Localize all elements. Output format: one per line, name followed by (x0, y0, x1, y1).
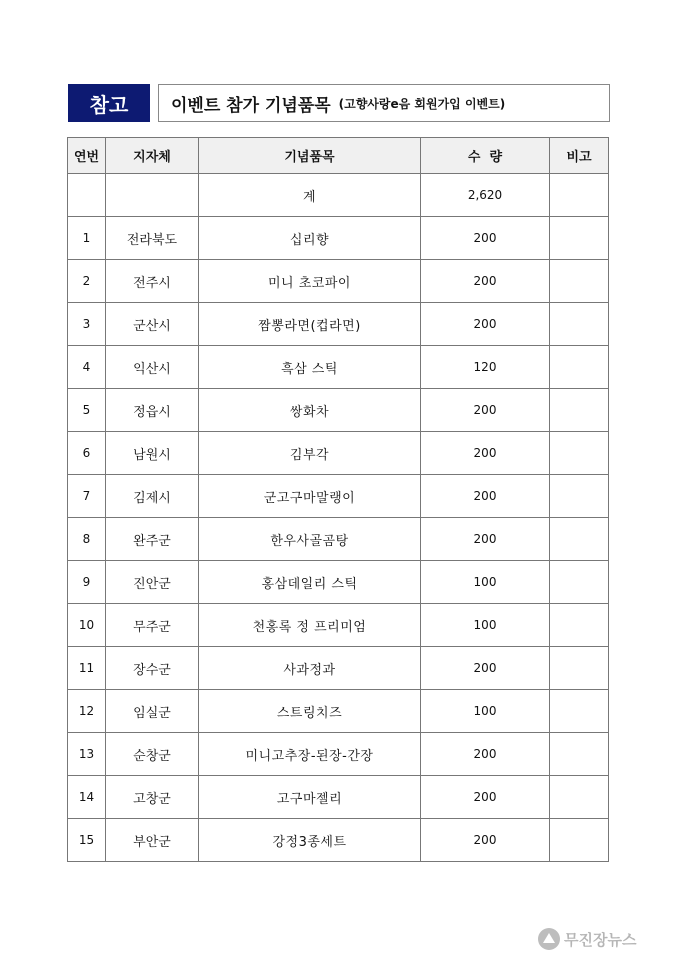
page-subtitle: (고향사랑e음 회원가입 이벤트) (338, 96, 506, 111)
row-quantity: 200 (421, 260, 550, 303)
table-row (68, 561, 609, 604)
row-number: 12 (68, 690, 106, 733)
row-quantity: 200 (421, 819, 550, 862)
col-header-note: 비고 (550, 138, 609, 174)
total-number-cell (68, 174, 106, 217)
row-note (550, 647, 609, 690)
row-item: 미니고추장-된장-간장 (199, 733, 421, 776)
row-note (550, 604, 609, 647)
row-quantity: 200 (421, 217, 550, 260)
row-number: 15 (68, 819, 106, 862)
row-quantity: 200 (421, 518, 550, 561)
row-note (550, 819, 609, 862)
row-quantity: 200 (421, 647, 550, 690)
row-item: 짬뽕라면(컵라면) (199, 303, 421, 346)
row-item: 김부각 (199, 432, 421, 475)
row-number: 1 (68, 217, 106, 260)
row-note (550, 217, 609, 260)
row-note (550, 432, 609, 475)
row-region: 익산시 (106, 346, 199, 389)
total-row (68, 174, 609, 217)
row-item: 군고구마말랭이 (199, 475, 421, 518)
souvenir-table (67, 137, 609, 862)
row-quantity: 200 (421, 303, 550, 346)
table-row (68, 303, 609, 346)
row-region: 전주시 (106, 260, 199, 303)
table-row (68, 518, 609, 561)
row-number: 6 (68, 432, 106, 475)
row-note (550, 346, 609, 389)
row-note (550, 389, 609, 432)
table-row (68, 819, 609, 862)
table-row (68, 690, 609, 733)
row-number: 7 (68, 475, 106, 518)
row-region: 순창군 (106, 733, 199, 776)
total-label: 계 (199, 174, 421, 217)
total-note-cell (550, 174, 609, 217)
row-quantity: 100 (421, 561, 550, 604)
row-item: 십리향 (199, 217, 421, 260)
row-note (550, 561, 609, 604)
total-quantity: 2,620 (421, 174, 550, 217)
col-header-number: 연번 (68, 138, 106, 174)
page-title: 이벤트 참가 기념품목 (171, 95, 331, 116)
table-row (68, 346, 609, 389)
row-quantity: 200 (421, 432, 550, 475)
table-row (68, 217, 609, 260)
table-row (68, 475, 609, 518)
watermark (538, 927, 672, 951)
document-header (68, 84, 610, 122)
table-row (68, 604, 609, 647)
row-item: 고구마젤리 (199, 776, 421, 819)
table-row (68, 647, 609, 690)
row-quantity: 200 (421, 389, 550, 432)
row-number: 4 (68, 346, 106, 389)
row-region: 부안군 (106, 819, 199, 862)
row-item: 미니 초코파이 (199, 260, 421, 303)
col-header-quantity: 수 량 (421, 138, 550, 174)
row-quantity: 100 (421, 604, 550, 647)
row-number: 5 (68, 389, 106, 432)
title-box (158, 84, 610, 122)
row-note (550, 690, 609, 733)
row-number: 10 (68, 604, 106, 647)
row-number: 8 (68, 518, 106, 561)
row-item: 강정3종세트 (199, 819, 421, 862)
row-region: 진안군 (106, 561, 199, 604)
row-region: 전라북도 (106, 217, 199, 260)
row-quantity: 200 (421, 733, 550, 776)
row-item: 홍삼데일리 스틱 (199, 561, 421, 604)
row-number: 14 (68, 776, 106, 819)
row-region: 완주군 (106, 518, 199, 561)
row-number: 3 (68, 303, 106, 346)
table-row (68, 260, 609, 303)
row-item: 스트링치즈 (199, 690, 421, 733)
row-item: 쌍화차 (199, 389, 421, 432)
row-region: 장수군 (106, 647, 199, 690)
reference-tag: 참고 (68, 84, 150, 122)
total-region-cell (106, 174, 199, 217)
row-quantity: 100 (421, 690, 550, 733)
row-note (550, 260, 609, 303)
row-region: 군산시 (106, 303, 199, 346)
row-region: 임실군 (106, 690, 199, 733)
table-header-row (68, 138, 609, 174)
table-row (68, 432, 609, 475)
row-number: 13 (68, 733, 106, 776)
row-region: 정읍시 (106, 389, 199, 432)
watermark-logo-icon (538, 928, 560, 950)
row-number: 9 (68, 561, 106, 604)
row-note (550, 733, 609, 776)
row-number: 2 (68, 260, 106, 303)
col-header-item: 기념품목 (199, 138, 421, 174)
row-region: 고창군 (106, 776, 199, 819)
row-item: 사과정과 (199, 647, 421, 690)
row-quantity: 200 (421, 776, 550, 819)
row-number: 11 (68, 647, 106, 690)
row-region: 김제시 (106, 475, 199, 518)
row-item: 흑삼 스틱 (199, 346, 421, 389)
table-row (68, 389, 609, 432)
row-note (550, 303, 609, 346)
table-row (68, 733, 609, 776)
watermark-text: 무진장뉴스 (564, 930, 637, 949)
row-note (550, 776, 609, 819)
col-header-region: 지자체 (106, 138, 199, 174)
row-note (550, 475, 609, 518)
row-region: 남원시 (106, 432, 199, 475)
row-item: 한우사골곰탕 (199, 518, 421, 561)
row-note (550, 518, 609, 561)
row-region: 무주군 (106, 604, 199, 647)
row-quantity: 120 (421, 346, 550, 389)
row-quantity: 200 (421, 475, 550, 518)
row-item: 천홍록 정 프리미엄 (199, 604, 421, 647)
table-row (68, 776, 609, 819)
